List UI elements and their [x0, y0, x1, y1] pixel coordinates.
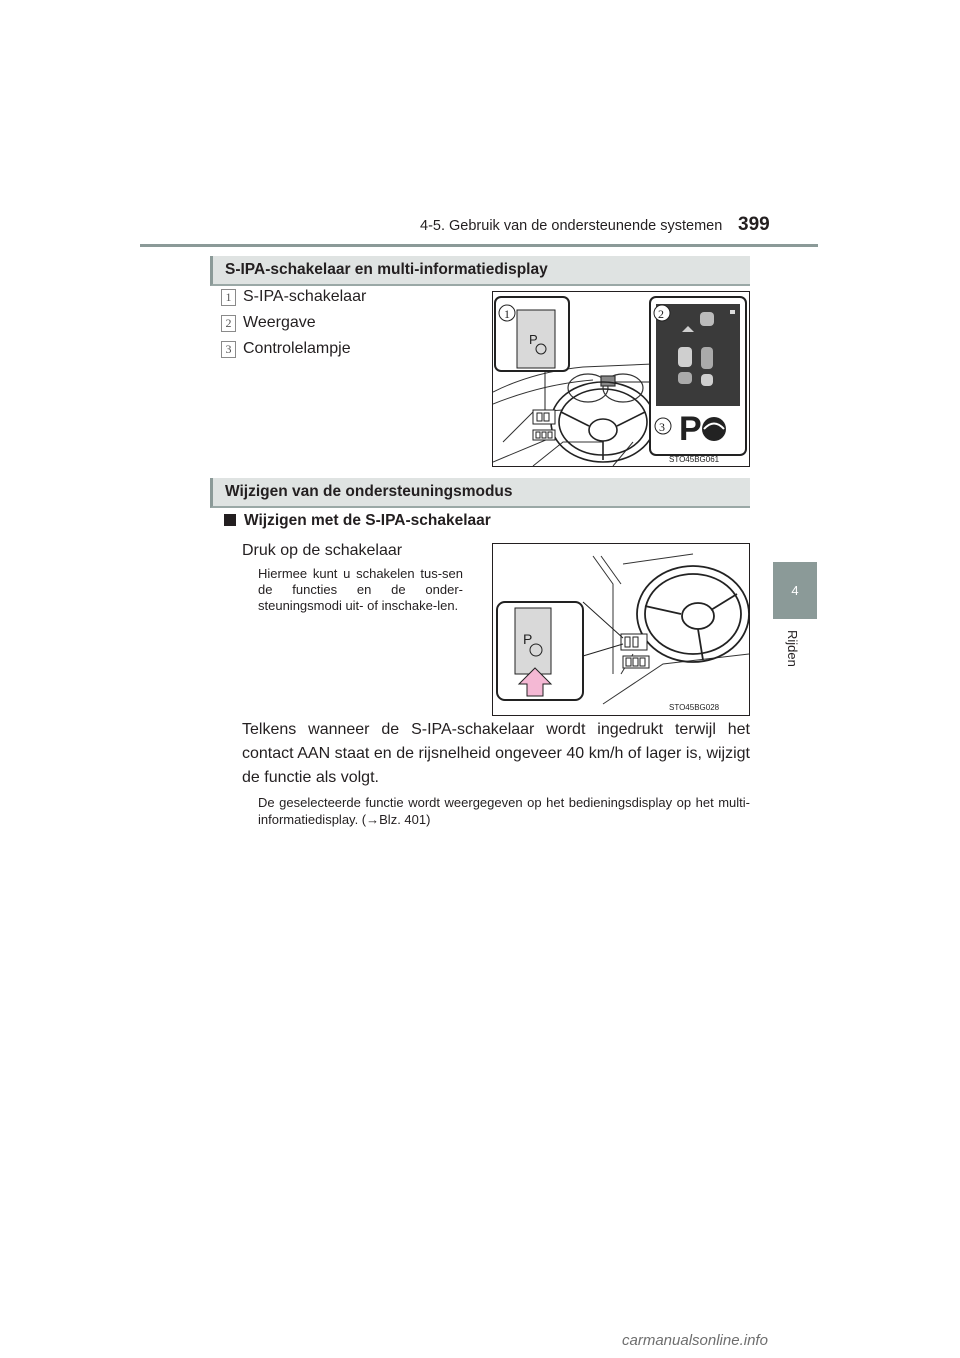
- header-rule: [140, 244, 818, 247]
- indicator-letter: P: [679, 410, 702, 448]
- chapter-name: Rijden: [785, 630, 800, 667]
- item-number-badge: 3: [221, 341, 236, 358]
- section-title: Wijzigen van de ondersteuningsmodus: [225, 483, 513, 500]
- section-heading-switch-display: [210, 256, 750, 286]
- item-label-indicator: Controlelampje: [243, 340, 351, 357]
- step-instruction: Druk op de schakelaar: [242, 542, 403, 559]
- callout-3: 3: [659, 420, 665, 434]
- page-number: 399: [738, 214, 770, 235]
- switch-press-illustration: [493, 544, 749, 715]
- square-bullet-icon: [224, 514, 236, 526]
- section-heading-support-mode: [210, 478, 750, 508]
- running-header: 4-5. Gebruik van de ondersteunende systemen: [420, 218, 723, 234]
- subheading: Wijzigen met de S-IPA-schakelaar: [224, 512, 491, 530]
- section-title: S-IPA-schakelaar en multi-informatiedisplay: [225, 261, 548, 278]
- switch-letter: P: [529, 332, 538, 347]
- body-paragraph: Telkens wanneer de S-IPA-schakelaar wordt ingedrukt terwijl het contact AAN staat en de rijsnelheid ongeveer 40 km/h of lager is, wijzigt de functie als volgt.: [242, 721, 750, 786]
- item-number-badge: 1: [221, 289, 236, 306]
- figure-switch-display: [492, 291, 750, 467]
- callout-1: 1: [504, 307, 510, 321]
- item-number-badge: 2: [221, 315, 236, 332]
- item-label-display: Weergave: [243, 314, 316, 331]
- step-note: Hiermee kunt u schakelen tus-sen de functies en de onder-steuningsmodi uit- of inschake-len.: [258, 566, 463, 613]
- chapter-tab[interactable]: 4: [773, 562, 817, 619]
- switch-letter: P: [523, 631, 533, 647]
- dashboard-illustration: [493, 292, 749, 466]
- watermark: carmanualsonline.info: [622, 1332, 768, 1349]
- note-paragraph: De geselecteerde functie wordt weergegeven op het bedieningsdisplay op het multi-informatiedisplay. (→Blz. 401): [258, 795, 750, 827]
- callout-2: 2: [658, 307, 664, 321]
- item-label-switch: S-IPA-schakelaar: [243, 288, 367, 305]
- figure-press-switch: [492, 543, 750, 716]
- figure-code: STO45BG061: [669, 455, 720, 464]
- figure-code: STO45BG028: [669, 703, 720, 712]
